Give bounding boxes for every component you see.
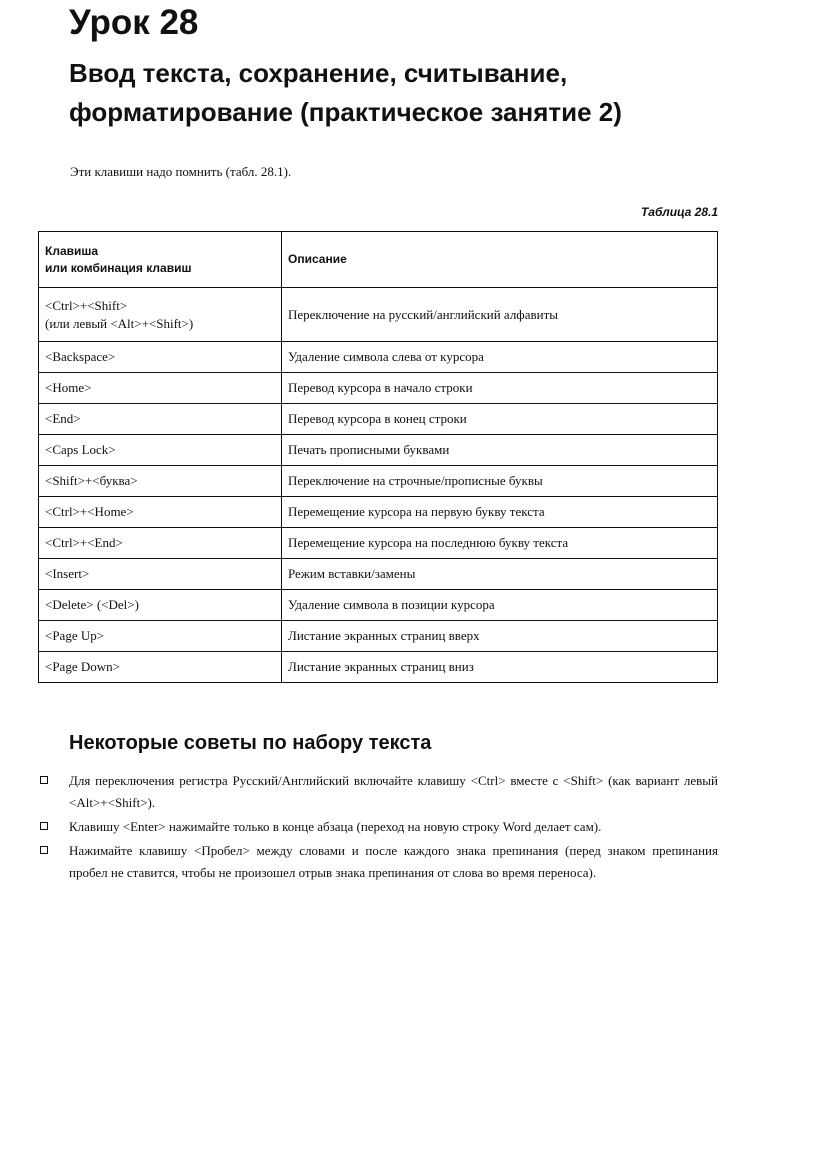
- key-cell: <End>: [39, 404, 282, 435]
- table-row: [39, 404, 718, 435]
- tip-text: Клавишу <Enter> нажимайте только в конце абзаца (переход на новую строку Word делает сам).: [69, 819, 602, 834]
- table-row: [39, 652, 718, 683]
- tip-text: Для переключения регистра Русский/Английский включайте клавишу <Ctrl> вместе с <Shift> (как вариант левый <Alt>+<Shift>).: [69, 773, 718, 810]
- table-row: [39, 466, 718, 497]
- table-row: [39, 559, 718, 590]
- table-row: [39, 342, 718, 373]
- key-cell: <Delete> (<Del>): [39, 590, 282, 621]
- table-row: [39, 288, 718, 342]
- description-cell: Удаление символа слева от курсора: [282, 342, 718, 373]
- description-cell: Перемещение курсора на первую букву текста: [282, 497, 718, 528]
- table-header-row: [39, 232, 718, 288]
- key-cell: <Caps Lock>: [39, 435, 282, 466]
- key-cell: <Ctrl>+<Home>: [39, 497, 282, 528]
- list-item: [38, 816, 718, 838]
- lesson-title: Ввод текста, сохранение, считывание, форматирование (практическое занятие 2): [69, 58, 622, 127]
- table-row: [39, 621, 718, 652]
- description-cell: Листание экранных страниц вниз: [282, 652, 718, 683]
- lesson-number: Урок 28: [69, 3, 199, 42]
- keys-table: [38, 231, 718, 683]
- tips-section-title: Некоторые советы по набору текста: [69, 732, 432, 754]
- key-cell: <Home>: [39, 373, 282, 404]
- table-row: [39, 435, 718, 466]
- column-header-key-line1: Клавиша: [45, 243, 99, 258]
- description-cell: Переключение на русский/английский алфавиты: [282, 288, 718, 342]
- key-cell: <Backspace>: [39, 342, 282, 373]
- column-header-description: Описание: [282, 232, 718, 288]
- tip-text: Нажимайте клавишу <Пробел> между словами и после каждого знака препинания (перед знаком препинания пробел не ставится, чтобы не произошел отрыв знака препинания от слова во время переноса).: [69, 843, 718, 880]
- checkbox-bullet-icon: [40, 822, 48, 830]
- key-cell: <Insert>: [39, 559, 282, 590]
- tips-list: [38, 770, 718, 886]
- intro-paragraph: Эти клавиши надо помнить (табл. 28.1).: [70, 164, 292, 179]
- key-cell: <Shift>+<буква>: [39, 466, 282, 497]
- description-cell: Листание экранных страниц вверх: [282, 621, 718, 652]
- checkbox-bullet-icon: [40, 846, 48, 854]
- table-row: [39, 497, 718, 528]
- key-cell: [39, 288, 282, 342]
- checkbox-bullet-icon: [40, 776, 48, 784]
- key-cell: <Page Down>: [39, 652, 282, 683]
- key-cell: <Ctrl>+<End>: [39, 528, 282, 559]
- list-item: [38, 770, 718, 814]
- description-cell: Режим вставки/замены: [282, 559, 718, 590]
- table-caption: Таблица 28.1: [640, 205, 718, 219]
- table-row: [39, 373, 718, 404]
- column-header-key: [39, 232, 282, 288]
- description-cell: Удаление символа в позиции курсора: [282, 590, 718, 621]
- table-row: [39, 528, 718, 559]
- column-header-key-line2: или комбинация клавиш: [45, 260, 192, 275]
- key-cell-line1: <Ctrl>+<Shift>: [45, 297, 128, 313]
- description-cell: Перевод курсора в начало строки: [282, 373, 718, 404]
- table-row: [39, 590, 718, 621]
- key-cell: <Page Up>: [39, 621, 282, 652]
- description-cell: Перемещение курсора на последнюю букву текста: [282, 528, 718, 559]
- key-cell-line2: (или левый <Alt>+<Shift>): [45, 315, 194, 331]
- description-cell: Переключение на строчные/прописные буквы: [282, 466, 718, 497]
- list-item: [38, 840, 718, 884]
- description-cell: Печать прописными буквами: [282, 435, 718, 466]
- description-cell: Перевод курсора в конец строки: [282, 404, 718, 435]
